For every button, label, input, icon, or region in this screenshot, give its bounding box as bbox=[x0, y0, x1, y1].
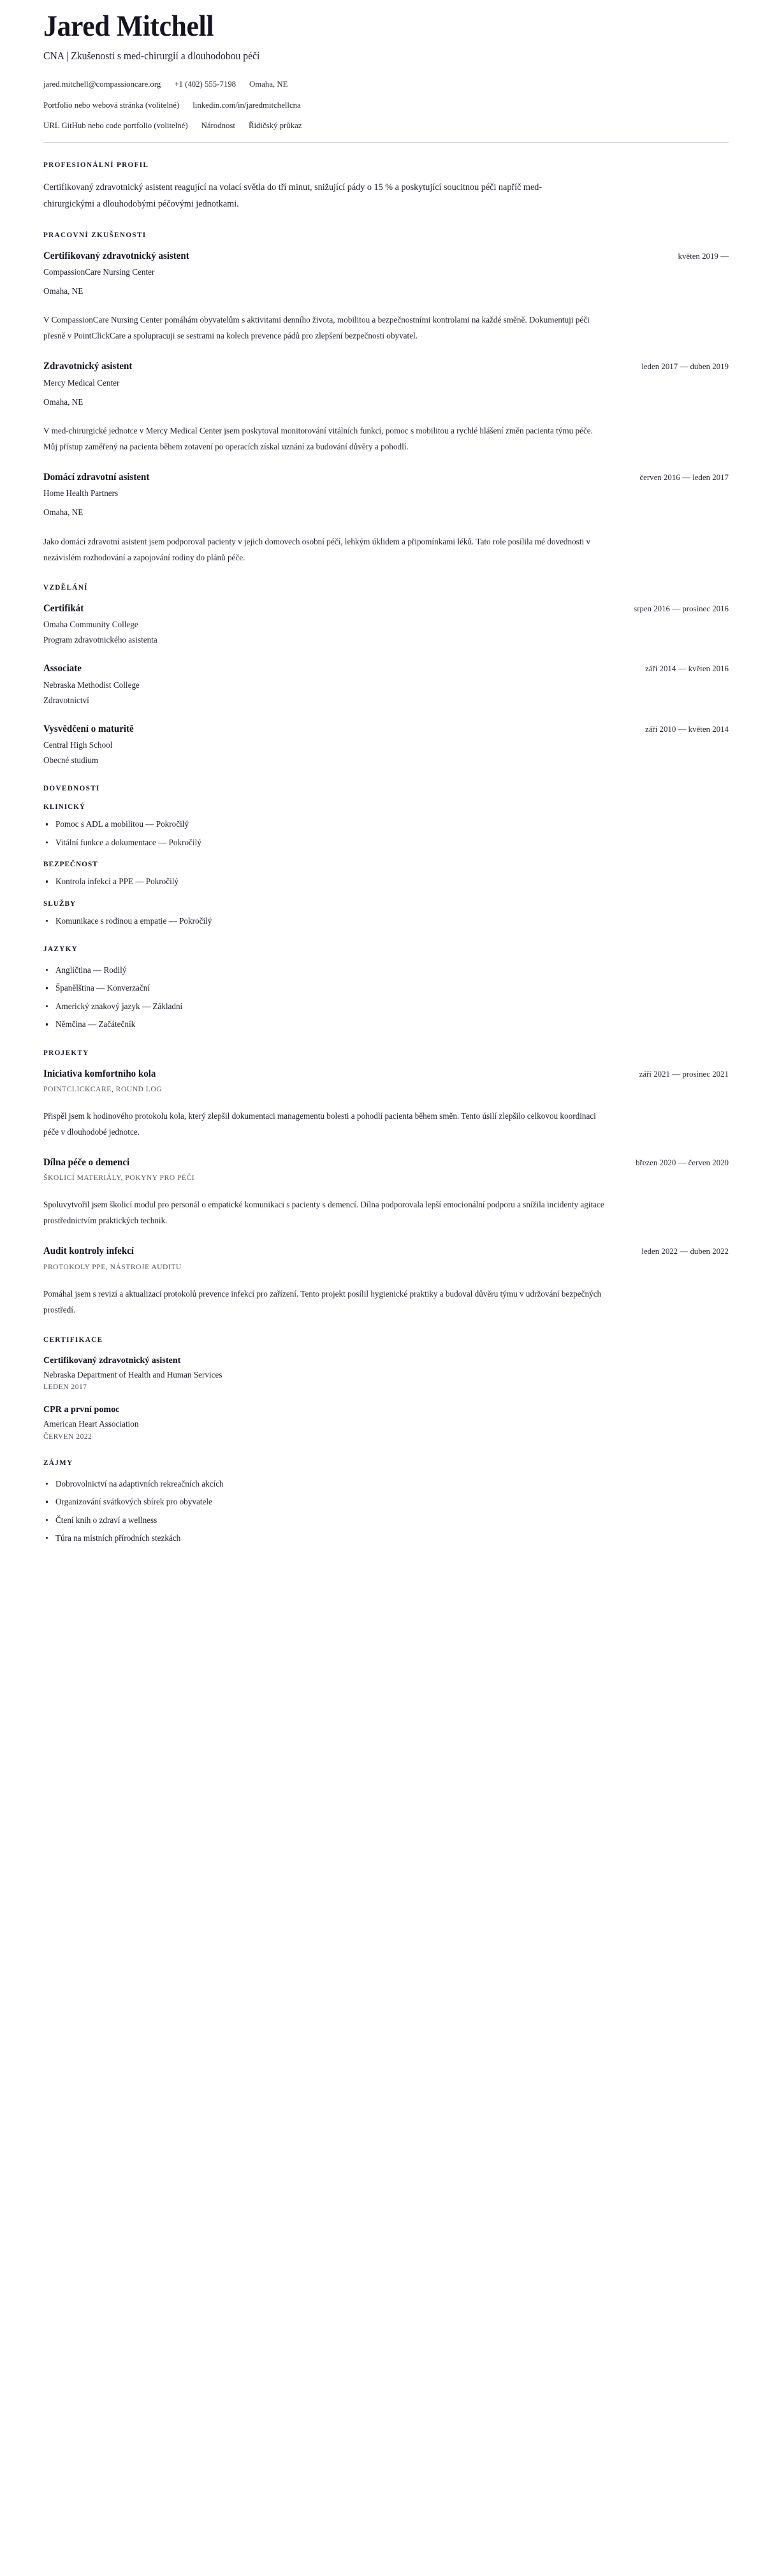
education-school: Nebraska Methodist College bbox=[43, 680, 140, 690]
education-entry-head bbox=[43, 662, 729, 675]
project-description: Přispěl jsem k hodinového protokolu kola, který zlepšil dokumentaci managementu bolesti a pohodlí pacienta během směn. Tento úsilí zlepšilo celkovou koordinaci péče v dlouhodobé jednotce. bbox=[43, 1110, 596, 1137]
header-divider bbox=[43, 142, 729, 143]
contact-row-primary bbox=[43, 78, 729, 91]
skill-group-label: BEZPEČNOST bbox=[43, 861, 98, 869]
certification-issuer: American Heart Association bbox=[43, 1419, 139, 1429]
section-interests bbox=[43, 1459, 729, 1545]
education-entry bbox=[43, 662, 729, 706]
contact-github: URL GitHub nebo code portfolio (volitelné) bbox=[43, 121, 188, 131]
experience-job-title: Certifikovaný zdravotnický asistent bbox=[43, 250, 189, 261]
experience-company: Home Health Partners bbox=[43, 488, 119, 498]
education-field: Zdravotnictví bbox=[43, 695, 89, 705]
project-date-range: září 2021 — prosinec 2021 bbox=[639, 1069, 729, 1079]
experience-entry bbox=[43, 360, 729, 455]
skill-group-service bbox=[43, 900, 729, 927]
certification-date: LEDEN 2017 bbox=[43, 1383, 87, 1392]
interest-item: Dobrovolnictví na adaptivních rekreačních akcích bbox=[43, 1478, 729, 1490]
interest-list bbox=[43, 1478, 729, 1545]
contact-driver-license: Řidičský průkaz bbox=[248, 121, 302, 131]
experience-description: Jako domácí zdravotní asistent jsem podporoval pacienty v jejich domovech osobní péčí, lehkým úklidem a připomínkami léků. Tato role posílila mé dovednosti v nezávislém rozhodování a zapojování rodiny do plánů péče. bbox=[43, 536, 591, 562]
education-field: Obecné studium bbox=[43, 755, 99, 766]
education-entry-head bbox=[43, 723, 729, 736]
project-entry-head bbox=[43, 1068, 729, 1081]
project-entry-head bbox=[43, 1156, 729, 1169]
education-field: Program zdravotnického asistenta bbox=[43, 635, 157, 645]
education-school: Central High School bbox=[43, 740, 113, 750]
project-title: Audit kontroly infekcí bbox=[43, 1246, 134, 1257]
certification-entry bbox=[43, 1355, 729, 1392]
language-item: Němčina — Začátečník bbox=[43, 1018, 729, 1030]
education-entry bbox=[43, 723, 729, 767]
project-entry bbox=[43, 1156, 729, 1228]
experience-description: V CompassionCare Nursing Center pomáhám obyvatelům s aktivitami denního života, mobilitou a bezpečnostními kontrolami na každé směně. Dokumentuji péči přesně v PointClickCare a spolupracuji se sestrami na kolech prevence pádů pro zlepšení bezpečnosti obyvatel. bbox=[43, 315, 590, 341]
education-date-range: září 2014 — květen 2016 bbox=[645, 664, 729, 674]
contact-row-other bbox=[43, 120, 729, 132]
language-list bbox=[43, 964, 729, 1031]
section-title-certifications: CERTIFIKACE bbox=[43, 1335, 103, 1344]
language-item: Španělština — Konverzační bbox=[43, 982, 729, 994]
section-title-interests: ZÁJMY bbox=[43, 1459, 73, 1467]
skill-group-label: KLINICKÝ bbox=[43, 803, 86, 811]
experience-company: Mercy Medical Center bbox=[43, 377, 120, 388]
skill-list bbox=[43, 818, 729, 848]
section-title-education: VZDĚLÁNÍ bbox=[43, 583, 88, 592]
candidate-name: Jared Mitchell bbox=[43, 10, 214, 43]
experience-location: Omaha, NE bbox=[43, 507, 84, 518]
interest-item: Čtení knih o zdraví a wellness bbox=[43, 1514, 729, 1526]
certification-issuer: Nebraska Department of Health and Human Services bbox=[43, 1369, 222, 1379]
section-skills bbox=[43, 785, 729, 927]
contact-details bbox=[43, 78, 729, 132]
skill-list bbox=[43, 915, 729, 927]
section-title-skills: DOVEDNOSTI bbox=[43, 785, 100, 793]
education-degree: Vysvědčení o maturitě bbox=[43, 723, 134, 734]
interest-item: Organizování svátkových sbírek pro obyvatele bbox=[43, 1495, 729, 1508]
skill-item: Pomoc s ADL a mobilitou — Pokročilý bbox=[43, 818, 729, 830]
project-title: Dílna péče o demenci bbox=[43, 1157, 130, 1168]
section-education bbox=[43, 584, 729, 767]
contact-location: Omaha, NE bbox=[249, 80, 288, 89]
skill-item: Komunikace s rodinou a empatie — Pokročilý bbox=[43, 915, 729, 927]
project-description: Pomáhal jsem s revizí a aktualizací protokolů prevence infekcí pro zařízení. Tento projekt posílil hygienické praktiky a budoval důvěru týmu v udržování bezpečných prostředí. bbox=[43, 1288, 602, 1314]
experience-job-title: Zdravotnický asistent bbox=[43, 361, 133, 372]
education-degree: Certifikát bbox=[43, 602, 84, 614]
candidate-headline: CNA | Zkušenosti s med-chirurgií a dlouhodobou péčí bbox=[43, 49, 260, 62]
experience-date-range: leden 2017 — duben 2019 bbox=[641, 362, 729, 372]
profile-summary-text: Certifikovaný zdravotnický asistent reagující na volací světla do tří minut, snižující pády o 15 % a poskytující soucitnou péči napříč med-chirurgickými a dlouhodobými péčovými jednotkami. bbox=[43, 182, 543, 209]
certification-date: ČERVEN 2022 bbox=[43, 1432, 92, 1441]
section-certifications bbox=[43, 1336, 729, 1441]
section-projects bbox=[43, 1049, 729, 1318]
project-entry-head bbox=[43, 1245, 729, 1258]
experience-description: V med-chirurgické jednotce v Mercy Medical Center jsem poskytoval monitorování vitálních funkcí, pomoc s mobilitou a rychlé hlášení změn pacienta týmu péče. Můj přístup zaměřený na pacienta během zotavení po operacích získal uznání za budování důvěry a pohodlí. bbox=[43, 425, 593, 451]
project-tags: POINTCLICKCARE, ROUND LOG bbox=[43, 1084, 163, 1093]
certification-title: Certifikovaný zdravotnický asistent bbox=[43, 1355, 181, 1365]
experience-company: CompassionCare Nursing Center bbox=[43, 266, 155, 277]
skill-list bbox=[43, 875, 729, 887]
experience-location: Omaha, NE bbox=[43, 397, 84, 407]
education-date-range: září 2010 — květen 2014 bbox=[645, 724, 729, 734]
skill-group-label: SLUŽBY bbox=[43, 899, 76, 908]
experience-entry bbox=[43, 471, 729, 565]
language-item: Angličtina — Rodilý bbox=[43, 964, 729, 976]
skill-group-safety bbox=[43, 861, 729, 887]
experience-entry bbox=[43, 250, 729, 344]
certification-entry bbox=[43, 1404, 729, 1441]
page-bottom-spacer bbox=[43, 1550, 729, 1562]
experience-date-range: květen 2019 — bbox=[678, 251, 729, 261]
experience-job-title: Domácí zdravotní asistent bbox=[43, 472, 150, 483]
contact-email: jared.mitchell@compassioncare.org bbox=[43, 80, 161, 89]
language-item: Americký znakový jazyk — Základní bbox=[43, 1000, 729, 1012]
project-title: Iniciativa komfortního kola bbox=[43, 1068, 156, 1079]
skill-group-clinical bbox=[43, 803, 729, 848]
education-entry-head bbox=[43, 602, 729, 615]
section-title-experience: PRACOVNÍ ZKUŠENOSTI bbox=[43, 231, 147, 239]
contact-nationality: Národnost bbox=[201, 121, 235, 131]
contact-portfolio: Portfolio nebo webová stránka (volitelné) bbox=[43, 100, 180, 110]
section-title-profile: PROFESIONÁLNÍ PROFIL bbox=[43, 161, 149, 169]
experience-entry-head bbox=[43, 360, 729, 373]
section-title-projects: PROJEKTY bbox=[43, 1049, 89, 1057]
education-date-range: srpen 2016 — prosinec 2016 bbox=[634, 604, 729, 613]
skill-item: Kontrola infekcí a PPE — Pokročilý bbox=[43, 875, 729, 887]
contact-row-web bbox=[43, 99, 729, 112]
project-tags: ŠKOLICÍ MATERIÁLY, POKYNY PRO PÉČI bbox=[43, 1174, 195, 1182]
experience-date-range: červen 2016 — leden 2017 bbox=[639, 473, 729, 482]
project-description: Spoluvytvořil jsem školicí modul pro personál o empatické komunikaci s pacienty s demencí. Dílna podporovala lepší emocionální podporu a snížila incidenty agitace prostřednictvím praktických technik. bbox=[43, 1200, 604, 1226]
contact-linkedin: linkedin.com/in/jaredmitchellcna bbox=[193, 100, 301, 110]
section-languages bbox=[43, 945, 729, 1031]
interest-item: Túra na místních přírodních stezkách bbox=[43, 1532, 729, 1544]
experience-location: Omaha, NE bbox=[43, 286, 84, 296]
project-date-range: březen 2020 — červen 2020 bbox=[635, 1158, 729, 1168]
project-date-range: leden 2022 — duben 2022 bbox=[641, 1247, 729, 1256]
project-entry bbox=[43, 1068, 729, 1140]
certification-title: CPR a první pomoc bbox=[43, 1404, 120, 1415]
experience-entry-head bbox=[43, 250, 729, 263]
resume-header bbox=[43, 0, 729, 143]
contact-phone: +1 (402) 555-7198 bbox=[174, 80, 237, 89]
section-title-languages: JAZYKY bbox=[43, 945, 78, 953]
section-experience bbox=[43, 231, 729, 565]
experience-entry-head bbox=[43, 471, 729, 484]
section-profile bbox=[43, 161, 729, 213]
project-entry bbox=[43, 1245, 729, 1317]
education-entry bbox=[43, 602, 729, 646]
education-degree: Associate bbox=[43, 663, 82, 674]
skill-item: Vitální funkce a dokumentace — Pokročilý bbox=[43, 836, 729, 848]
project-tags: PROTOKOLY PPE, NÁSTROJE AUDITU bbox=[43, 1262, 182, 1271]
education-school: Omaha Community College bbox=[43, 619, 138, 629]
